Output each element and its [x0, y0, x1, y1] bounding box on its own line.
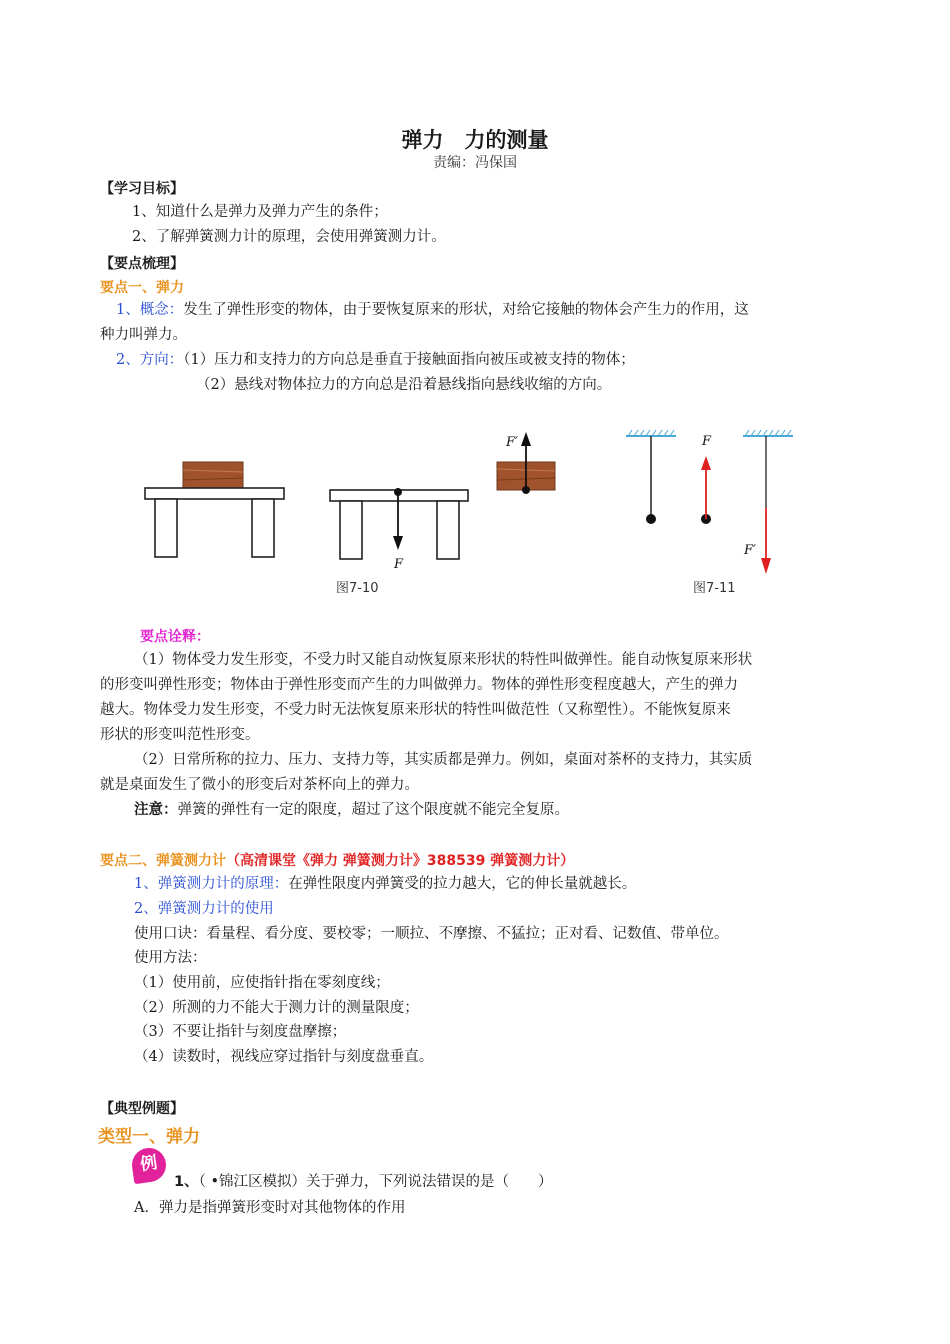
concept-line	[116, 298, 749, 323]
notes-p1-line3: 越大。物体受力发生形变，不受力时无法恢复原来形状的特性叫做范性（又称塑性）。不能恢复原来	[100, 702, 731, 718]
principle-line	[134, 872, 636, 897]
table-top-left	[145, 488, 284, 499]
notes-p1-line2: 的形变叫弹性形变；物体由于弹性形变而产生的力叫做弹力。物体的弹性形变程度越大，产生的弹力	[100, 677, 738, 693]
concept-text-cont: 种力叫弹力。	[100, 327, 187, 343]
label-f-up: F	[702, 434, 712, 449]
method-label: 使用方法：	[134, 950, 207, 966]
point2-heading-line	[100, 850, 574, 870]
label-f-prime-up: F′	[506, 435, 518, 450]
concept-label: 1、概念：	[116, 302, 184, 318]
notes-caution	[134, 798, 569, 823]
direction-item-1: （1）压力和支持力的方向总是垂直于接触面指向被压或被支持的物体；	[183, 352, 635, 368]
question-1-number: 1、	[174, 1174, 199, 1190]
point2-link[interactable]: （高清课堂《弹力 弹簧测力计》388539 弹簧测力计）	[226, 853, 575, 869]
examples-heading: 【典型例题】	[100, 1101, 184, 1117]
summary-heading: 【要点梳理】	[100, 256, 184, 272]
principle-text: 在弹性限度内弹簧受的拉力越大，它的伸长量就越长。	[288, 876, 637, 892]
point1-heading: 要点一、弹力	[100, 280, 184, 296]
question-1-text: （ •锦江区模拟）关于弹力，下列说法错误的是（ ）	[198, 1174, 553, 1190]
point2-heading: 要点二、弹簧测力计	[100, 853, 226, 869]
table-leg-mid-1	[340, 501, 362, 559]
notes-heading: 要点诠释：	[140, 629, 210, 645]
caption-right: 图7-11	[693, 581, 736, 596]
usage-label: 2、弹簧测力计的使用	[134, 901, 274, 917]
method-item-3: （3）不要让指针与刻度盘摩擦；	[134, 1024, 347, 1040]
table-leg-mid-2	[437, 501, 459, 559]
notes-p1-line4: 形状的形变叫范性形变。	[100, 727, 260, 743]
label-f-prime-down: F′	[744, 543, 756, 558]
note-text: 弹簧的弹性有一定的限度，超过了这个限度就不能完全复原。	[177, 802, 569, 818]
label-f-down: F	[394, 557, 404, 572]
table-leg-left-1	[155, 499, 177, 557]
table-leg-left-2	[252, 499, 274, 557]
editor-line: 责编：冯保国	[433, 155, 517, 171]
question-1-option-a[interactable]: A．弹力是指弹簧形变时对其他物体的作用	[134, 1200, 406, 1216]
principle-label: 1、弹簧测力计的原理：	[134, 876, 289, 892]
direction-line	[116, 348, 635, 373]
notes-p1-line1: （1）物体受力发生形变，不受力时又能自动恢复原来形状的特性叫做弹性。能自动恢复原来形状	[134, 652, 753, 668]
notes-p2-line2: 就是桌面发生了微小的形变后对茶杯向上的弹力。	[100, 777, 419, 793]
force-figure	[138, 418, 828, 608]
direction-label: 2、方向：	[116, 352, 184, 368]
goal-item-1: 1、知道什么是弹力及弹力产生的条件；	[132, 204, 388, 220]
method-item-1: （1）使用前，应使指针指在零刻度线；	[134, 975, 390, 991]
direction-item-2: （2）悬线对物体拉力的方向总是沿着悬线指向悬线收缩的方向。	[196, 377, 612, 393]
example-badge: 例	[130, 1146, 168, 1184]
concept-text: 发生了弹性形变的物体，由于要恢复原来的形状，对给它接触的物体会产生力的作用，这	[183, 302, 749, 318]
goal-item-2: 2、了解弹簧测力计的原理，会使用弹簧测力计。	[132, 229, 446, 245]
note-label: 注意：	[134, 802, 178, 818]
question-1	[174, 1170, 553, 1195]
notes-p2-line1: （2）日常所称的拉力、压力、支持力等，其实质都是弹力。例如，桌面对茶杯的支持力，其实质	[134, 752, 753, 768]
type1-heading: 类型一、弹力	[98, 1127, 200, 1147]
method-item-4: （4）读数时，视线应穿过指针与刻度盘垂直。	[134, 1049, 434, 1065]
method-item-2: （2）所测的力不能大于测力计的测量限度；	[134, 1000, 419, 1016]
usage-rhyme: 使用口诀：看量程、看分度、要校零；一顺拉、不摩擦、不猛拉；正对看、记数值、带单位。	[134, 926, 729, 942]
goals-heading: 【学习目标】	[100, 181, 184, 197]
page-title: 弹力 力的测量	[401, 128, 549, 152]
caption-left: 图7-10	[336, 581, 379, 596]
